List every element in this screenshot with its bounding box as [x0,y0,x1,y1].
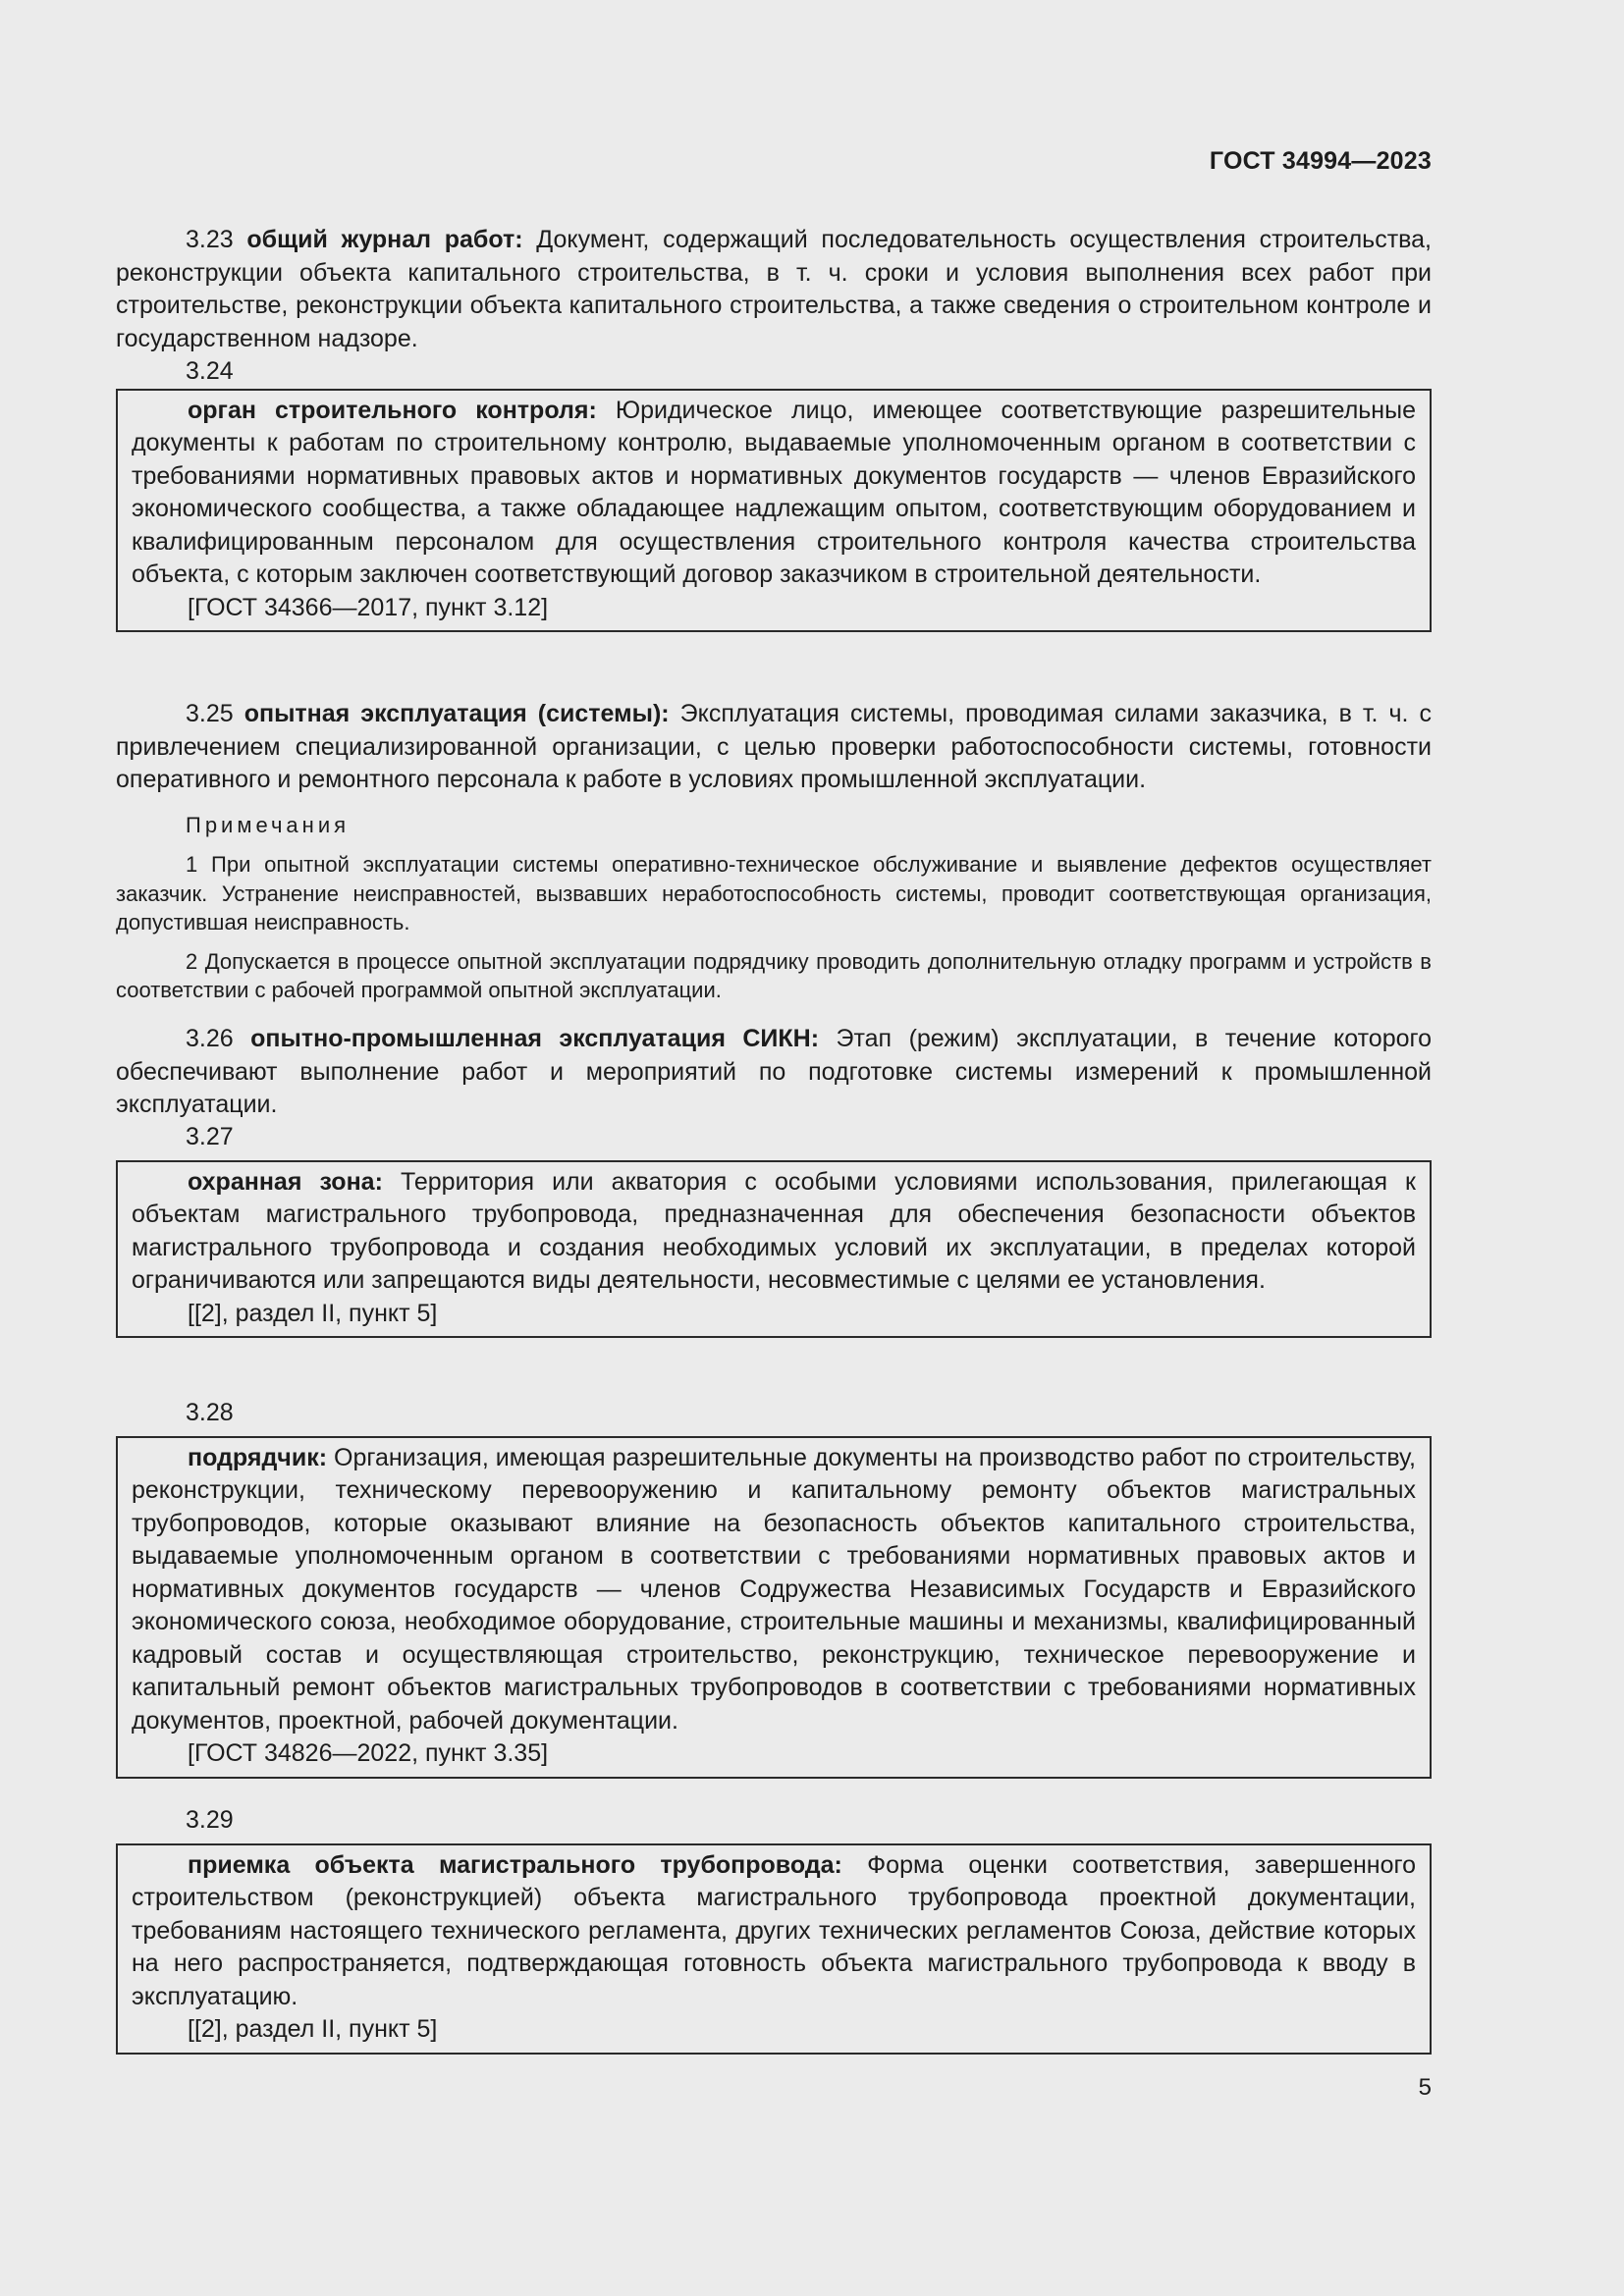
quoted-definition-box [116,389,1432,633]
definition-text: Этап (режим) эксплуатации, в течение которого обеспечивают выполнение работ и мероприятий по подготовке системы измерений к промышленной эксплуатации. [116,1025,1432,1118]
source-reference: [ГОСТ 34826—2022, пункт 3.35] [188,1739,549,1767]
definition-3-26 [116,1023,1432,1122]
document-id-header: ГОСТ 34994—2023 [1209,147,1432,175]
definition-text: Юридическое лицо, имеющее соответствующие разрешительные документы к работам по строительному контролю, выдаваемые уполномоченным органом в соответствии с требованиями нормативных правовых актов и нормативных документов государств — членов Евразийского экономического сообщества, а также обладающее надлежащим опытом, соответствующим оборудованием и квалифицированным персоналом для осуществления строительного контроля качества строительства объекта, с которым заключен соответствующий договор заказчиком в строительной деятельности. [132,396,1416,588]
source-reference: [[2], раздел II, пункт 5] [188,1299,438,1327]
definition-3-24 [116,355,1432,632]
definition-text: Эксплуатация системы, проводимая силами заказчика, в т. ч. с привлечением специализированной организации, с целью проверки работоспособности системы, готовности оперативного и ремонтного персонала к работе в условиях промышленной эксплуатации. [116,700,1433,793]
definition-term: опытная эксплуатация (системы): [244,700,670,727]
page-number: 5 [1418,2074,1432,2101]
note-2: 2 Допускается в процессе опытной эксплуатации подрядчику проводить дополнительную отладку программ и устройств в соответствии с рабочей программой опытной эксплуатации. [116,948,1432,1002]
definition-number: 3.27 [186,1123,234,1150]
quoted-definition-box [116,1436,1432,1779]
quoted-definition-box [116,1160,1432,1339]
definition-number: 3.28 [186,1399,234,1426]
definition-number: 3.24 [186,357,234,385]
definition-3-23 [116,224,1432,355]
definition-term: общий журнал работ: [246,226,523,253]
definition-term: охранная зона: [188,1167,383,1196]
note-1: 1 При опытной эксплуатации системы оперативно-техническое обслуживание и выявление дефектов осуществляет заказчик. Устранение неисправностей, вызвавших неработоспособность системы, проводит соответствующая организация, допустившая неисправность. [116,852,1432,934]
notes-title: Примечания [186,813,351,837]
definition-term: опытно-промышленная эксплуатация СИКН: [250,1025,820,1052]
source-reference: [ГОСТ 34366—2017, пункт 3.12] [188,593,549,621]
definition-number: 3.23 [186,226,234,253]
notes-section [116,811,1432,1005]
definition-text: Территория или акватория с особыми условиями использования, прилегающая к объектам магистрального трубопровода, предназначенная для обеспечения безопасности объектов магистрального трубопровода и создания необходимых условий их эксплуатации, в пределах которой ограничиваются или запрещаются виды деятельности, несовместимые с целями ее установления. [132,1167,1416,1294]
definition-text: Форма оценки соответствия, завершенного строительством (реконструкцией) объекта магистрального трубопровода проектной документации, требованиям настоящего технического регламента, других технических регламентов Союза, действие которых на него распространяется, подтверждающая готовность объекта магистрального трубопровода к вводу в эксплуатацию. [132,1850,1416,2010]
definition-3-28 [116,1397,1432,1779]
definition-number: 3.25 [186,700,234,727]
definition-3-27 [116,1121,1432,1338]
definition-number: 3.26 [186,1025,234,1052]
definition-term: подрядчик: [188,1443,328,1471]
definition-term: приемка объекта магистрального трубопровода: [188,1850,842,1879]
quoted-definition-box [116,1843,1432,2055]
definition-text: Организация, имеющая разрешительные документы на производство работ по строительству, реконструкции, техническому перевооружению и капитальному ремонту объектов магистральных трубопроводов, которые оказывают влияние на безопасность объектов капитального строительства, выдаваемые уполномоченным органом в соответствии с требованиями нормативных правовых актов и нормативных документов государств — членов Содружества Независимых Государств и Евразийского экономического союза, необходимое оборудование, строительные машины и механизмы, квалифицированный кадровый состав и осуществляющая строительство, реконструкцию, техническое перевооружение и капитальный ремонт объектов магистральных трубопроводов в соответствии с требованиями нормативных документов, проектной, рабочей документации. [132,1443,1416,1735]
definition-term: орган строительного контроля: [188,396,597,424]
definition-3-25 [116,698,1432,797]
definition-text: Документ, содержащий последовательность осуществления строительства, реконструкции объекта капитального строительства, в т. ч. сроки и условия выполнения всех работ при строительстве, реконструкции объекта капитального строительства, а также сведения о строительном контроле и государственном надзоре. [116,226,1432,352]
definition-3-29 [116,1804,1432,2055]
definition-number: 3.29 [186,1806,234,1834]
source-reference: [[2], раздел II, пункт 5] [188,2015,438,2043]
